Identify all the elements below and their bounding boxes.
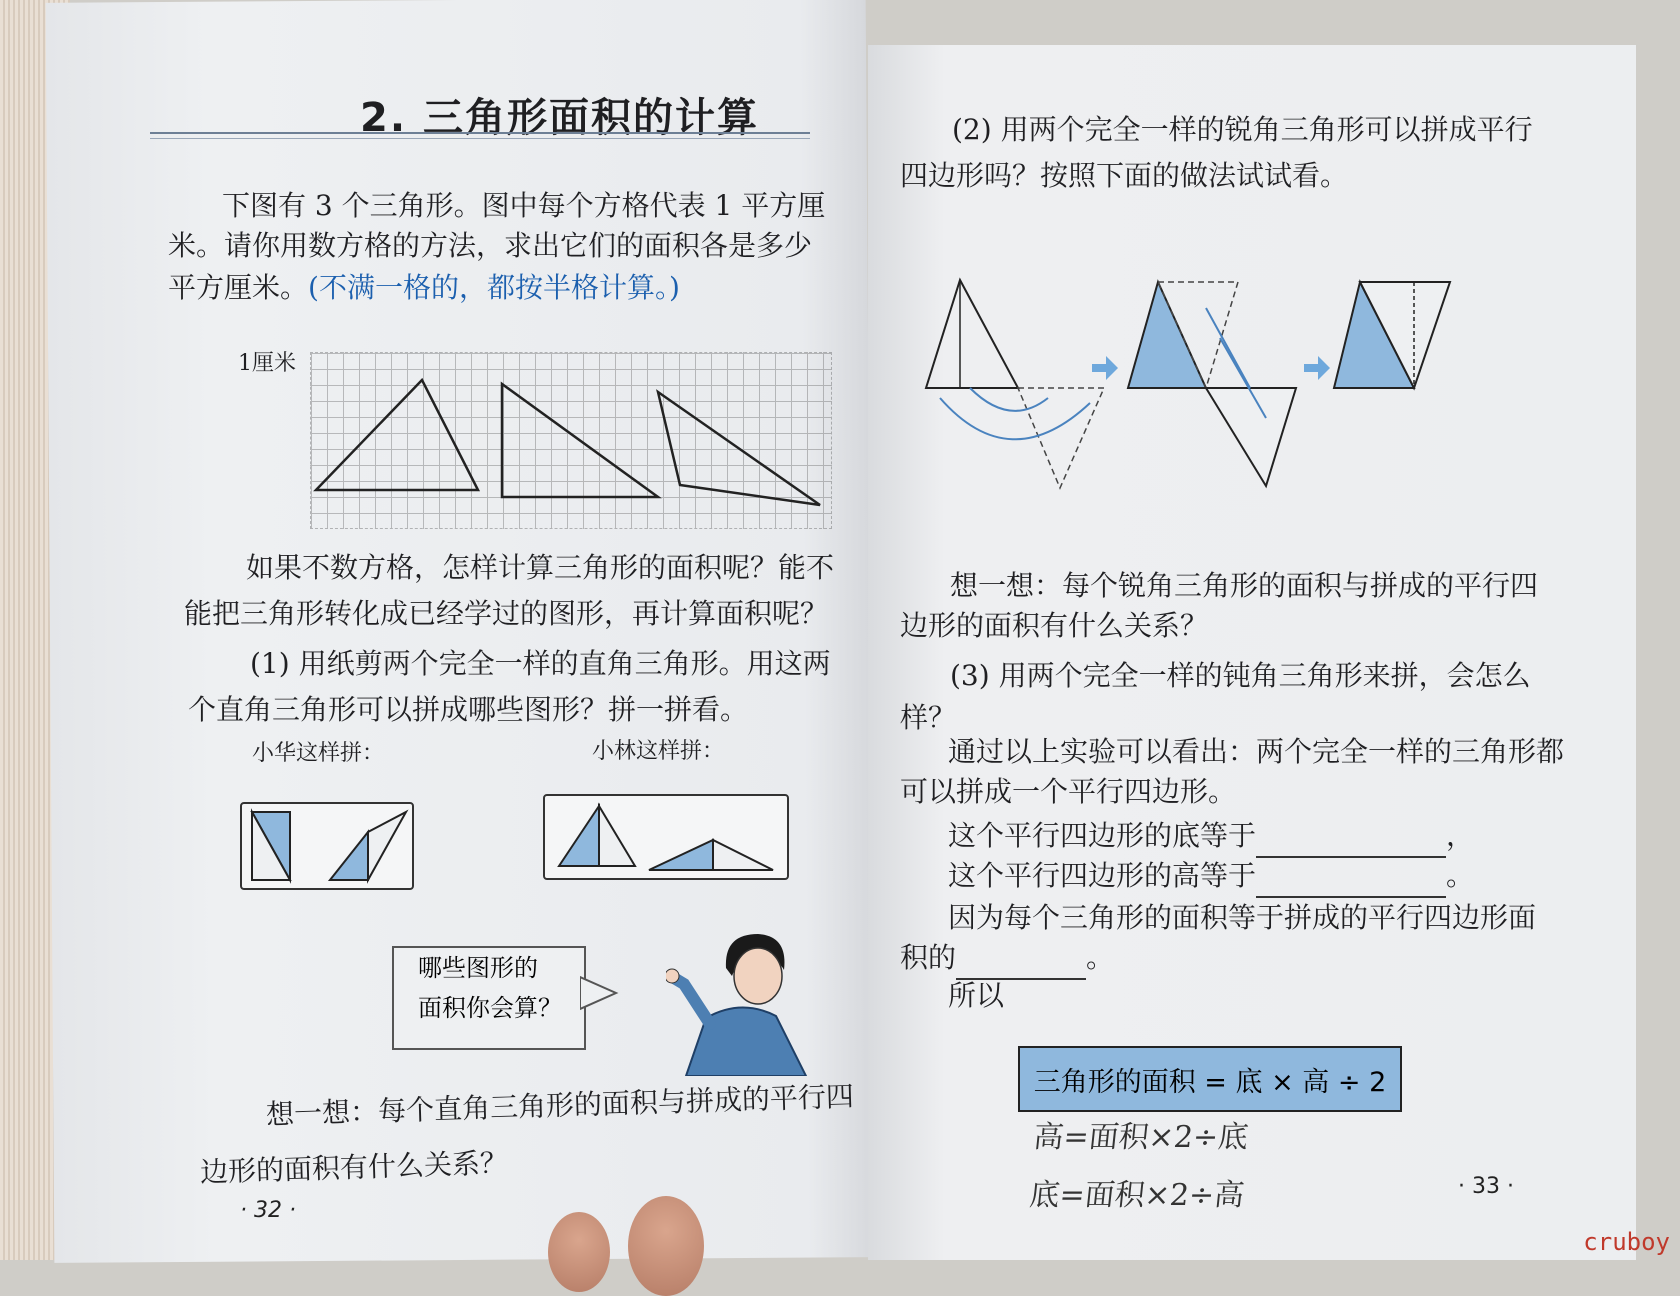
conclusion-line-1: 通过以上实验可以看出：两个完全一样的三角形都 xyxy=(948,735,1565,768)
left-page-number: · 32 · xyxy=(240,1198,296,1223)
xiaolin-shapes xyxy=(545,796,787,878)
bubble-line-2: 面积你会算？ xyxy=(418,994,562,1022)
speech-bubble xyxy=(392,946,586,1050)
xiaolin-figure xyxy=(543,794,789,880)
height-blank[interactable] xyxy=(1256,856,1446,898)
triangle-piece-d xyxy=(713,840,773,870)
xiaohua-shapes xyxy=(242,804,412,888)
watermark: cruboy xyxy=(1583,1228,1670,1256)
step3-line-1: (3) 用两个完全一样的钝角三角形来拼，会怎么 xyxy=(950,659,1531,692)
question-line-2: 能把三角形转化成已经学过的图形，再计算面积呢？ xyxy=(184,597,829,630)
intro-note: (不满一格的，都按半格计算。) xyxy=(308,271,680,304)
parallelogram-piece-a xyxy=(330,832,368,880)
base-line xyxy=(948,816,1474,858)
bubble-line-1: 哪些图形的 xyxy=(418,954,538,982)
height-line xyxy=(948,856,1474,898)
title-rule xyxy=(150,132,810,139)
teacher-arm xyxy=(674,978,710,1024)
xiaohua-label: 小华这样拼： xyxy=(252,741,385,766)
acute-triangle-diagram xyxy=(920,268,1460,498)
xiaohua-figure xyxy=(240,802,414,890)
section-title: 2. 三角形面积的计算 xyxy=(360,95,759,141)
teacher-face xyxy=(734,948,782,1004)
step-arrow-1 xyxy=(1092,356,1118,380)
because-text: 积的 xyxy=(900,941,957,974)
triangle-2 xyxy=(502,384,658,497)
triangle-3 xyxy=(658,392,820,505)
think-line-1: 想一想：每个直角三角形的面积与拼成的平行四 xyxy=(265,1079,855,1132)
intro-line-1: 下图有 3 个三角形。图中每个方格代表 1 平方厘 xyxy=(222,189,826,222)
rotation-arc-2 xyxy=(970,388,1048,411)
grid-scale-label: 1厘米 xyxy=(238,351,296,376)
handwriting-line-1: 高=面积×2÷底 xyxy=(1031,1120,1250,1155)
think2-line-1: 想一想：每个锐角三角形的面积与拼成的平行四 xyxy=(950,569,1539,602)
because-blank[interactable] xyxy=(956,938,1086,980)
step1-line-2: 个直角三角形可以拼成哪些图形？拼一拼看。 xyxy=(188,693,749,726)
triangle-piece-b xyxy=(599,806,635,866)
area-formula-box: 三角形的面积 = 底 × 高 ÷ 2 xyxy=(1018,1046,1402,1112)
acute-triangle-moving xyxy=(1206,388,1296,486)
bubble-tail xyxy=(580,975,620,1015)
step-arrow-2 xyxy=(1304,356,1330,380)
intro-line-3-a: 平方厘米。 xyxy=(168,271,309,304)
height-text: 这个平行四边形的高等于 xyxy=(948,859,1257,892)
acute-triangle-filled xyxy=(1128,282,1206,388)
step2-line-2: 四边形吗？按照下面的做法试试看。 xyxy=(900,159,1349,192)
think-line-2: 边形的面积有什么关系？ xyxy=(199,1146,509,1189)
base-blank[interactable] xyxy=(1256,816,1446,858)
step2-line-1: (2) 用两个完全一样的锐角三角形可以拼成平行 xyxy=(952,113,1533,146)
triangle-piece-c xyxy=(649,840,713,870)
height-end: 。 xyxy=(1446,859,1475,892)
finger-2 xyxy=(628,1196,704,1296)
because-line-1: 因为每个三角形的面积等于拼成的平行四边形面 xyxy=(948,901,1537,934)
step1-line-1: (1) 用纸剪两个完全一样的直角三角形。用这两 xyxy=(250,647,831,680)
rotation-arc xyxy=(940,398,1090,439)
intro-line-3 xyxy=(168,268,680,308)
base-text: 这个平行四边形的底等于 xyxy=(948,819,1257,852)
because-end: 。 xyxy=(1086,941,1115,974)
acute-triangle-original xyxy=(926,280,1018,388)
conclusion-line-2: 可以拼成一个平行四边形。 xyxy=(900,775,1237,808)
grid-triangles xyxy=(300,340,840,540)
teacher-hand xyxy=(666,969,679,983)
right-page-number: · 33 · xyxy=(1458,1174,1514,1199)
so-line: 所以 xyxy=(948,979,1005,1012)
because-line-2 xyxy=(900,938,1114,980)
parallelogram-piece-b xyxy=(368,812,406,880)
triangle-piece-a xyxy=(559,806,599,866)
step3-line-2: 样？ xyxy=(900,701,957,734)
slide-arrow-a xyxy=(1206,308,1250,388)
triangle-1 xyxy=(316,380,478,490)
xiaolin-label: 小林这样拼： xyxy=(592,739,725,764)
think2-line-2: 边形的面积有什么关系？ xyxy=(900,609,1209,642)
intro-line-2: 米。请你用数方格的方法，求出它们的面积各是多少 xyxy=(168,229,813,262)
finger-1 xyxy=(548,1212,610,1292)
base-end: ， xyxy=(1446,819,1475,852)
question-line-1: 如果不数方格，怎样计算三角形的面积呢？能不 xyxy=(246,551,835,584)
handwriting-line-2: 底=面积×2÷高 xyxy=(1027,1178,1246,1213)
teacher-illustration xyxy=(666,928,816,1076)
